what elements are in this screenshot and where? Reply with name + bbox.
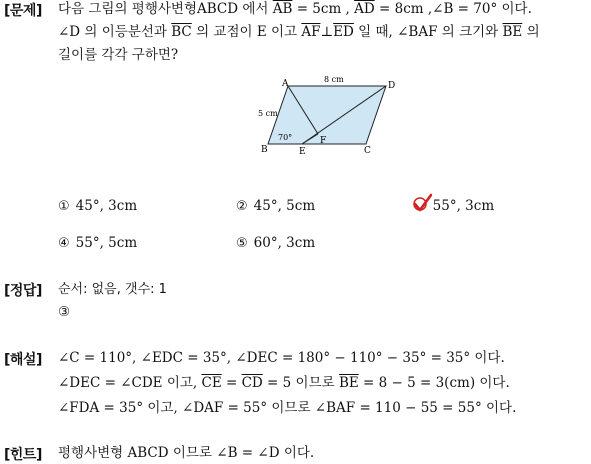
answer-value: ③	[58, 304, 71, 320]
hint-tag: [힌트]	[4, 447, 42, 463]
label-b: B	[261, 145, 268, 155]
explanation-tag: [해설]	[4, 352, 42, 368]
option-2[interactable]: ② 45°, 5cm	[236, 198, 316, 214]
hint-text: 평행사변형 ABCD 이므로 ∠B = ∠D 이다.	[58, 445, 315, 461]
explanation-line-1: ∠C = 110°, ∠EDC = 35°, ∠DEC = 180° − 110° − 35° = 35° 이다.	[58, 350, 505, 366]
option-4[interactable]: ④ 55°, 5cm	[58, 235, 138, 251]
problem-line-2: ∠D 의 이등분선과 $\overline{BC}$ 의 교점이 E 이고 $\overline{AF}\perp\overline{ED}$ 일 때, ∠BAF 의 크기와 $\overline{BE}$ 의	[58, 24, 540, 40]
parallelogram-figure	[252, 70, 402, 160]
label-d: D	[388, 81, 396, 91]
problem-line-3: 길이를 각각 구하면?	[58, 47, 179, 63]
option-1[interactable]: ① 45°, 3cm	[58, 198, 138, 214]
label-e: E	[299, 147, 306, 157]
angle-label: 70°	[278, 133, 293, 142]
label-f: F	[320, 136, 327, 146]
explanation-line-2: ∠DEC = ∠CDE 이고, $\overline{CE} = \overline{CD} = 5$ 이므로 $\overline{BE} = 8 - 5 = 3(cm)$ 이다.	[58, 375, 510, 391]
option-5[interactable]: ⑤ 60°, 3cm	[236, 235, 316, 251]
answer-tag: [정답]	[4, 283, 42, 299]
problem-line-1: 다음 그림의 평행사변형ABCD 에서 $\overline{AB} = 5cm$ , $\overline{AD} = 8cm$ ,∠B = 70° 이다.	[58, 1, 532, 17]
explanation-line-3: ∠FDA = 35° 이고, ∠DAF = 55° 이므로 ∠BAF = 110 − 55 = 55° 이다.	[58, 400, 517, 416]
option-3[interactable]: 55°, 3cm	[432, 198, 495, 214]
label-c: C	[364, 146, 371, 156]
label-a: A	[282, 79, 289, 89]
top-length-label: 8 cm	[324, 75, 344, 84]
side-length-label: 5 cm	[258, 109, 278, 118]
answer-meta: 순서: 없음, 갯수: 1	[58, 282, 167, 297]
problem-tag: [문제]	[4, 3, 42, 19]
